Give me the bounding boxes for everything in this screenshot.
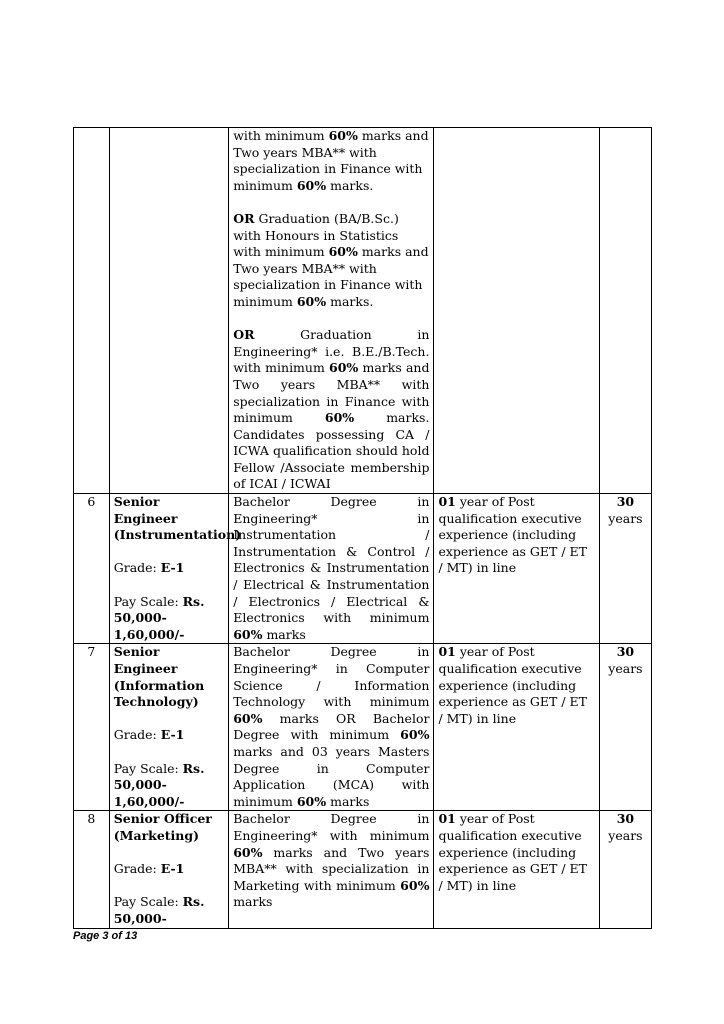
bold-text: E-1 [160, 560, 185, 576]
bold-text: OR [233, 327, 255, 343]
table-row [74, 128, 652, 494]
age-limit-value: 30 [616, 494, 635, 510]
post-pay-scale: Pay Scale: Rs. 50,000- 1,60,000/- [113, 593, 205, 642]
qualification-text: OR Graduation (BA/B.Sc.) with Honours in Statistics with minimum 60% marks and Two years MBA** with specialization in Finance with minimum 60% marks. [233, 210, 429, 309]
bold-text: Senior Engineer (Instrumentation) [113, 494, 242, 543]
post-title [114, 644, 224, 710]
table-row [74, 494, 652, 644]
bold-text: 01 [438, 811, 456, 827]
bold-text: 60% [296, 293, 327, 309]
bold-text: 60% [324, 410, 355, 426]
page-number: Page 3 of 13 [73, 930, 138, 942]
bold-text: 60% [233, 626, 263, 642]
bold-text: 60% [400, 877, 430, 893]
experience-text: 01 year of Post qualification executive experience (including experience as GET / ET / MT) in line [438, 644, 588, 726]
post-title [114, 811, 224, 844]
serial-number: 6 [74, 494, 110, 644]
qualification-text: Bachelor Degree in Engineering* in Instrumentation / Instrumentation & Control / Electronics & Instrumentation / Electrical & Instrumentation / Electronics / Electrical & Electronics with minimum 60% marks [233, 494, 430, 642]
age-limit-value: 30 [616, 811, 635, 827]
experience-cell [434, 811, 599, 928]
bold-text: 60% [400, 727, 430, 743]
experience-text: 01 year of Post qualification executive experience (including experience as GET / ET / MT) in line [438, 494, 588, 576]
bold-text: Senior Engineer (Information Technology) [113, 644, 205, 710]
qualification-text: Bachelor Degree in Engineering* with minimum 60% marks and Two years MBA** with specialization in Marketing with minimum 60% marks [233, 811, 430, 910]
qualification-text: with minimum 60% marks and Two years MBA** with specialization in Finance with minimum 60% marks. [233, 128, 429, 193]
age-limit-unit: years [608, 510, 643, 526]
bold-text: 60% [233, 710, 263, 726]
bold-text: Rs. 50,000- 1,60,000/- [113, 760, 205, 809]
qualification-cell [229, 494, 434, 644]
post-pay-scale: Pay Scale: Rs. 50,000- [113, 894, 205, 926]
bold-text: 60% [296, 793, 327, 809]
experience-cell [434, 128, 599, 494]
post-name-cell [109, 128, 228, 494]
bold-text: 01 [438, 494, 456, 510]
table-row [74, 644, 652, 811]
qualification-cell [229, 128, 434, 494]
bold-text: 60% [328, 128, 358, 143]
post-name-cell [109, 811, 228, 928]
age-limit-unit: years [608, 661, 643, 676]
bold-text: Rs. 50,000- [113, 894, 205, 926]
qualification-text: Bachelor Degree in Engineering* in Computer Science / Information Technology with minimum 60% marks OR Bachelor Degree with minimum 60% marks and 03 years Masters Degree in Computer Application (MCA) with minimum 60% marks [233, 644, 430, 809]
experience-cell [434, 644, 599, 811]
post-name-cell [109, 494, 242, 644]
age-limit-cell [599, 644, 651, 811]
post-grade: Grade: E-1 [113, 560, 185, 576]
bold-text: 60% [296, 177, 327, 193]
post-name-cell [109, 644, 228, 811]
age-limit-unit: years [608, 827, 643, 843]
experience-cell [434, 494, 599, 644]
post-grade: Grade: E-1 [113, 861, 185, 877]
bold-text: 60% [329, 360, 359, 376]
bold-text: E-1 [160, 861, 185, 877]
bold-text: 01 [438, 644, 456, 660]
serial-number: 7 [74, 644, 110, 811]
qualification-cell [229, 644, 434, 811]
qualification-text: OR Graduation in Engineering* i.e. B.E./B.Tech. with minimum 60% marks and Two years MBA** with specialization in Finance with minimum 60% marks. Candidates possessing CA / ICWA qualification should hold Fellow /Associate membership of ICAI / ICWAI [233, 327, 430, 492]
serial-number: 8 [74, 811, 110, 928]
eligibility-table [73, 127, 652, 929]
age-limit-cell [599, 128, 651, 494]
bold-text: Rs. 50,000- 1,60,000/- [113, 593, 205, 642]
post-title [113, 494, 242, 544]
bold-text: Senior Officer (Marketing) [113, 811, 212, 843]
bold-text: 60% [233, 844, 263, 860]
age-limit-cell [599, 494, 651, 644]
experience-text: 01 year of Post qualification executive experience (including experience as GET / ET / MT) in line [438, 811, 588, 893]
post-pay-scale: Pay Scale: Rs. 50,000- 1,60,000/- [113, 760, 205, 809]
qualification-cell [229, 811, 434, 928]
post-grade: Grade: E-1 [113, 727, 185, 743]
bold-text: 60% [328, 244, 358, 260]
bold-text: OR [233, 210, 255, 226]
serial-number [74, 128, 110, 494]
age-limit-cell [599, 811, 651, 928]
table-row [74, 811, 652, 928]
bold-text: E-1 [160, 727, 185, 743]
age-limit-value: 30 [616, 644, 635, 660]
